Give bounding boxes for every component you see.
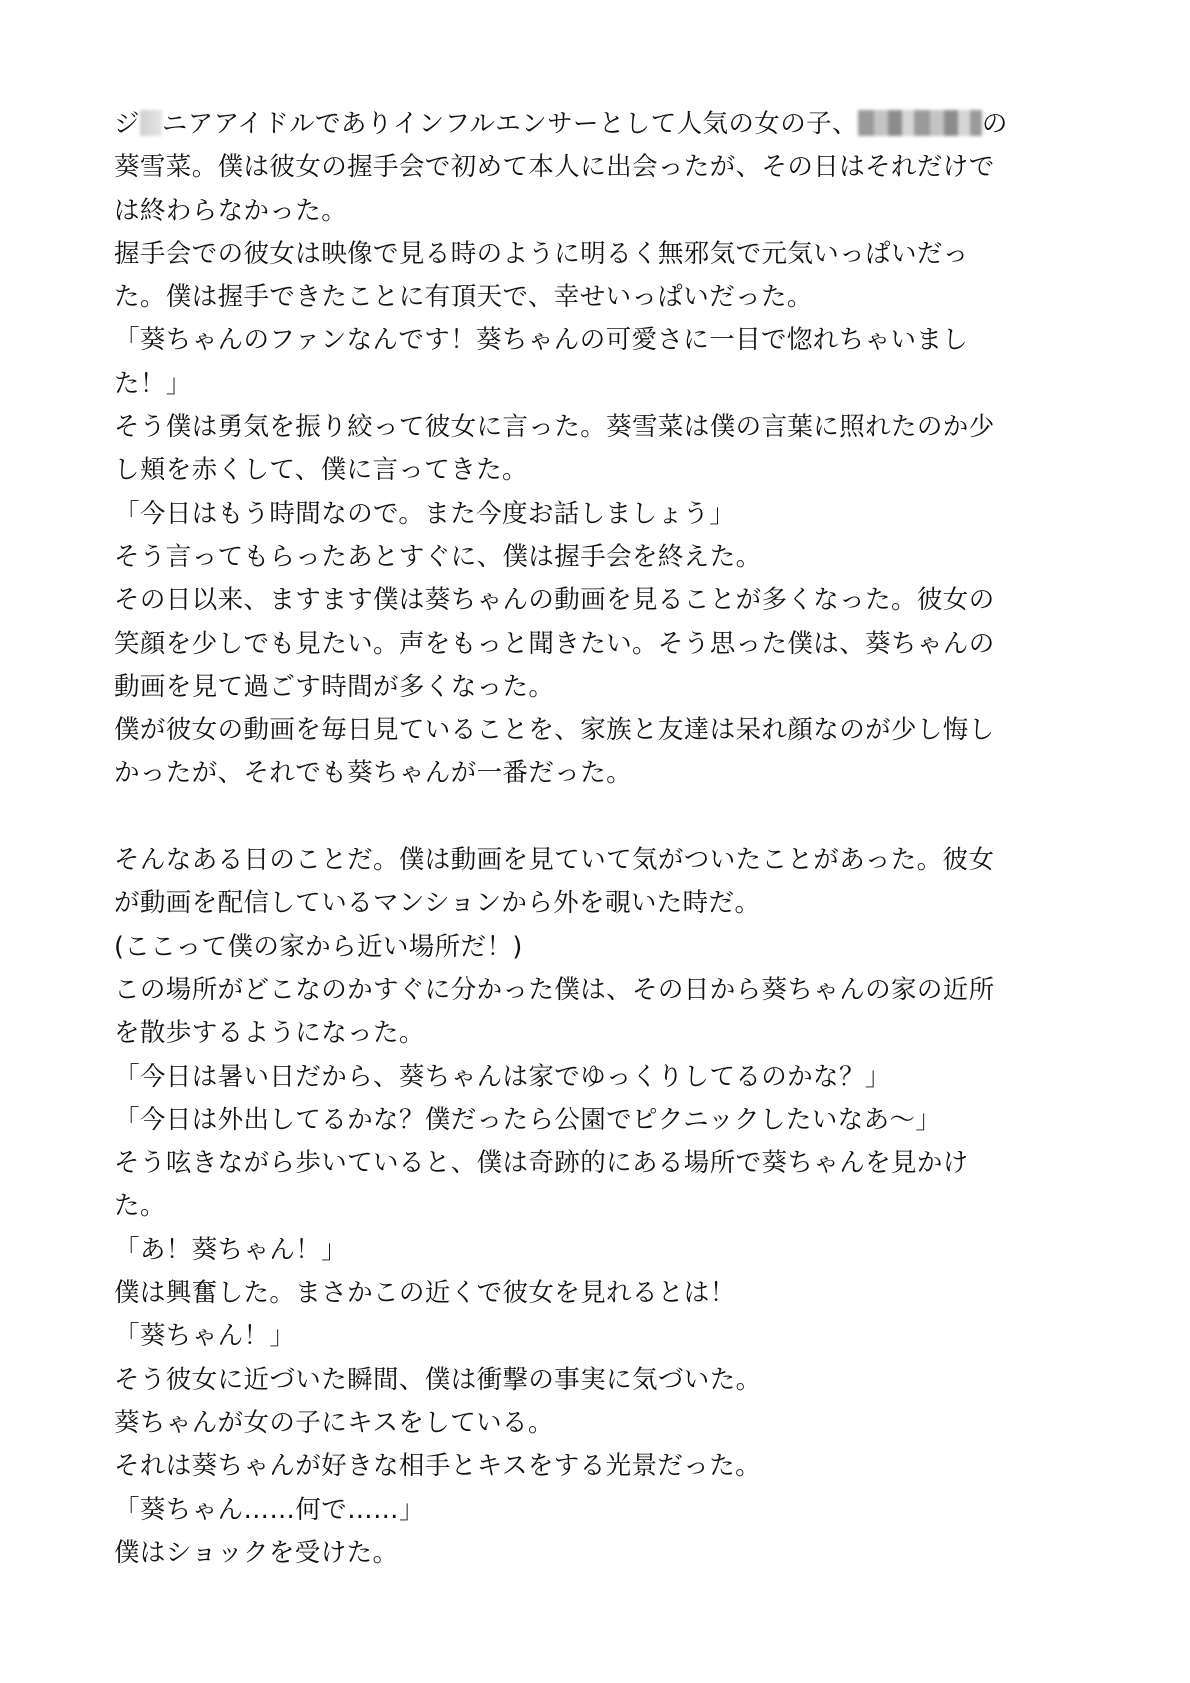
text-line: 葵ちゃんが女の子にキスをしている。: [114, 1407, 554, 1438]
paragraph-break: [114, 796, 1074, 839]
text-line: を散歩するようになった。: [114, 1018, 425, 1049]
text-line: そう言ってもらったあとすぐに、僕は握手会を終えた。: [114, 541, 762, 572]
text-line: そう呟きながら歩いていると、僕は奇跡的にある場所で葵ちゃんを見かけ: [114, 1148, 969, 1179]
text-line: た！」: [114, 368, 192, 399]
text-fragment: の: [981, 109, 1008, 139]
text-line: この場所がどこなのかすぐに分かった僕は、その日から葵ちゃんの家の近所: [114, 974, 995, 1005]
text-line: 僕はショックを受けた。: [114, 1537, 399, 1568]
text-line: そう僕は勇気を振り絞って彼女に言った。葵雪菜は僕の言葉に照れたのか少: [114, 412, 995, 443]
redacted-mark: [858, 110, 982, 136]
text-line: 「今日はもう時間なので。また今度お話しましょう」: [114, 498, 736, 529]
text-fragment: ジ: [114, 109, 140, 139]
text-line: そんなある日のことだ。僕は動画を見ていて気がついたことがあった。彼女: [114, 845, 995, 876]
text-line: が動画を配信しているマンションから外を覗いた時だ。: [114, 888, 761, 919]
text-line: (ここって僕の家から近い場所だ！): [114, 931, 523, 962]
text-line: 「今日は暑い日だから、葵ちゃんは家でゆっくりしてるのかな？」: [114, 1061, 891, 1092]
story-text: [114, 103, 1074, 1575]
text-line: 動画を見て過ごす時間が多くなった。: [114, 671, 555, 702]
text-line: 笑顔を少しでも見たい。声をもっと聞きたい。そう思った僕は、葵ちゃんの: [114, 628, 995, 659]
text-line-1: [114, 103, 1074, 146]
text-line: 葵雪菜。僕は彼女の握手会で初めて本人に出会ったが、その日はそれだけで: [114, 152, 995, 183]
text-line: 「葵ちゃんのファンなんです！葵ちゃんの可愛さに一目で惚れちゃいまし: [114, 325, 969, 356]
text-line: 僕が彼女の動画を毎日見ていることを、家族と友達は呆れ顔なのが少し悔し: [114, 715, 995, 746]
text-line: その日以来、ますます僕は葵ちゃんの動画を見ることが多くなった。彼女の: [114, 585, 995, 616]
text-line: 握手会での彼女は映像で見る時のように明るく無邪気で元気いっぱいだっ: [114, 238, 969, 269]
text-line: 「葵ちゃん！」: [114, 1321, 296, 1352]
text-line: 「葵ちゃん……何で……」: [114, 1494, 425, 1525]
text-line: し頬を赤くして、僕に言ってきた。: [114, 455, 528, 486]
text-line: た。: [114, 1191, 166, 1222]
text-line: かったが、それでも葵ちゃんが一番だった。: [114, 758, 633, 789]
text-line: それは葵ちゃんが好きな相手とキスをする光景だった。: [114, 1451, 761, 1482]
text-line: た。僕は握手できたことに有頂天で、幸せいっぱいだった。: [114, 282, 813, 313]
text-line: そう彼女に近づいた瞬間、僕は衝撃の事実に気づいた。: [114, 1364, 762, 1395]
text-line: 「今日は外出してるかな？僕だったら公園でピクニックしたいなあ〜」: [114, 1104, 942, 1135]
redacted-mark: [140, 110, 162, 136]
text-line: 僕は興奮した。まさかこの近くで彼女を見れるとは！: [114, 1278, 736, 1309]
text-fragment: ニアアイドルでありインフルエンサーとして人気の女の子、: [161, 109, 858, 139]
text-line: は終わらなかった。: [114, 195, 348, 226]
text-line: 「あ！葵ちゃん！」: [114, 1234, 348, 1265]
